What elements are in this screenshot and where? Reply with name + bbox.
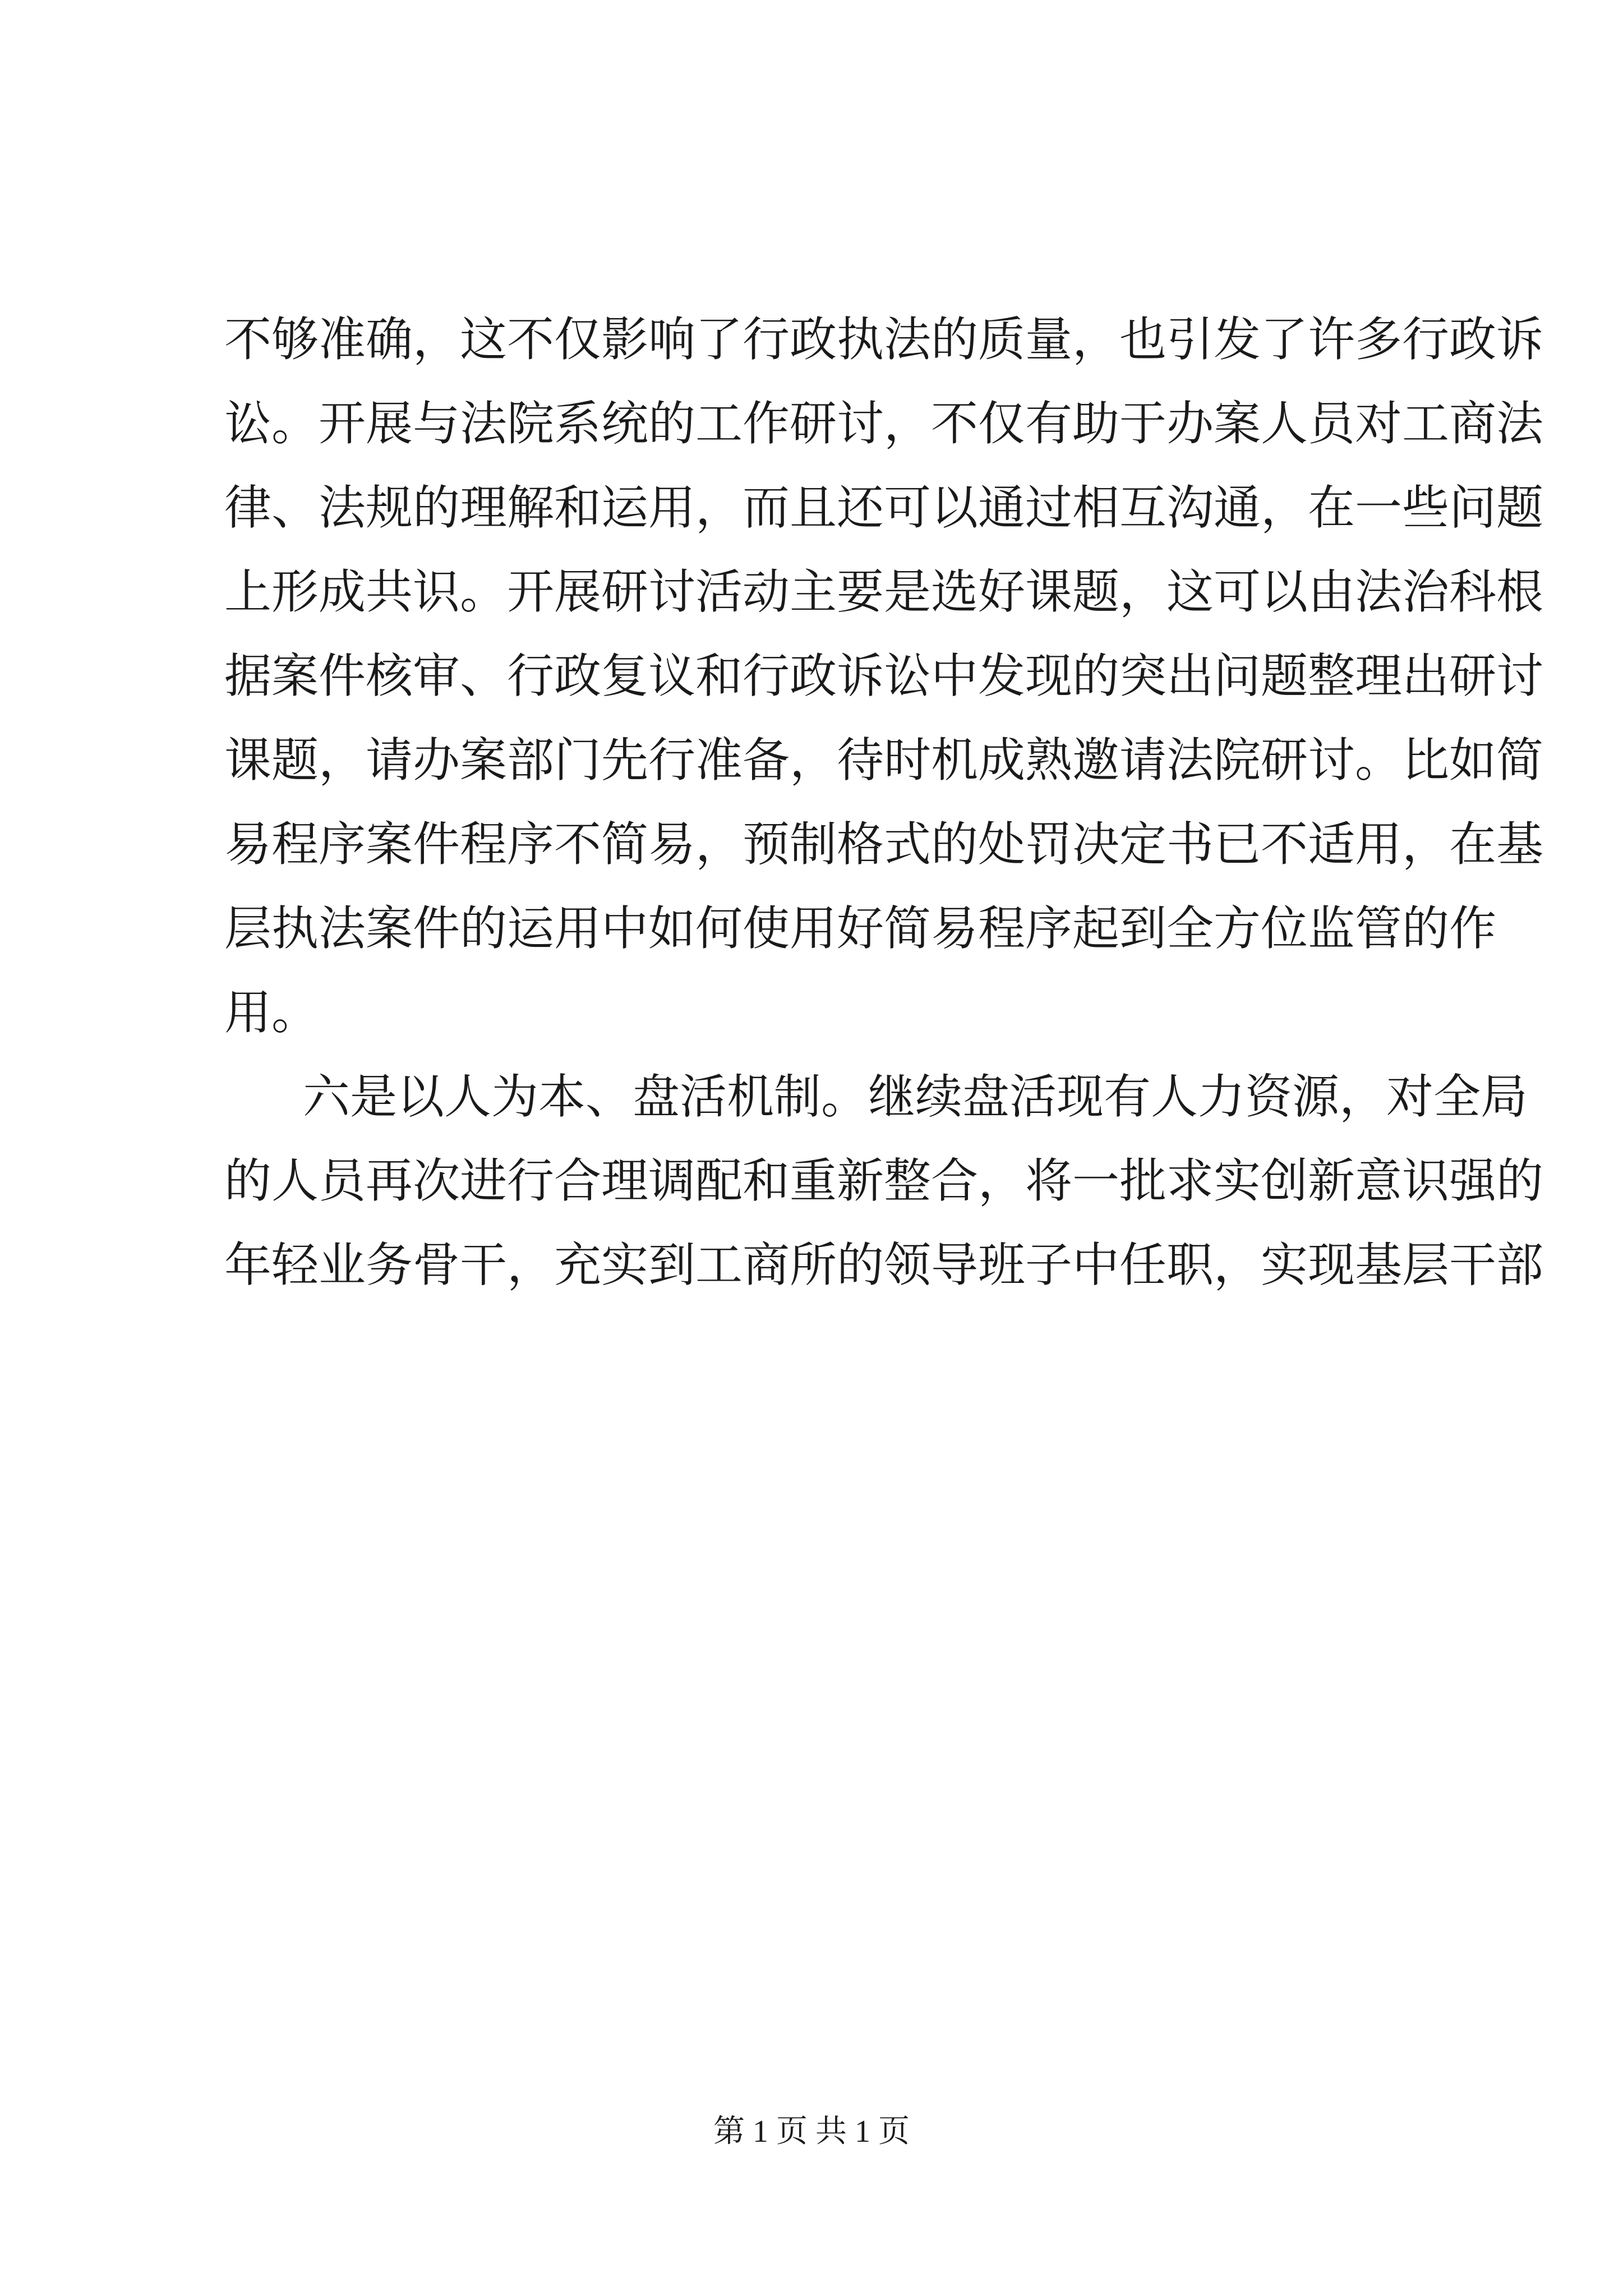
text-line: 据案件核审、行政复议和行政诉讼中发现的突出问题整理出研讨 bbox=[224, 648, 1544, 703]
text-line: 讼。开展与法院系统的工作研讨，不仅有助于办案人员对工商法 bbox=[224, 396, 1544, 451]
paragraph-first-line: 六是以人为本、盘活机制。继续盘活现有人力资源，对全局 bbox=[303, 1069, 1528, 1124]
text-line: 课题，请办案部门先行准备，待时机成熟邀请法院研讨。比如简 bbox=[224, 733, 1544, 788]
page-number-footer: 第 1 页 共 1 页 bbox=[713, 2114, 910, 2149]
text-line: 易程序案件程序不简易，预制格式的处罚决定书已不适用，在基 bbox=[224, 817, 1544, 872]
text-line: 层执法案件的运用中如何使用好简易程序起到全方位监管的作 bbox=[224, 901, 1497, 956]
text-line: 年轻业务骨干，充实到工商所的领导班子中任职，实现基层干部 bbox=[224, 1237, 1544, 1292]
text-line: 用。 bbox=[224, 985, 319, 1040]
text-line: 律、法规的理解和运用，而且还可以通过相互沟通，在一些问题 bbox=[224, 480, 1544, 535]
text-line: 的人员再次进行合理调配和重新整合，将一批求实创新意识强的 bbox=[224, 1153, 1544, 1208]
text-line: 上形成共识。开展研讨活动主要是选好课题，这可以由法治科根 bbox=[224, 564, 1544, 619]
text-line: 不够准确，这不仅影响了行政执法的质量，也引发了许多行政诉 bbox=[224, 312, 1544, 367]
